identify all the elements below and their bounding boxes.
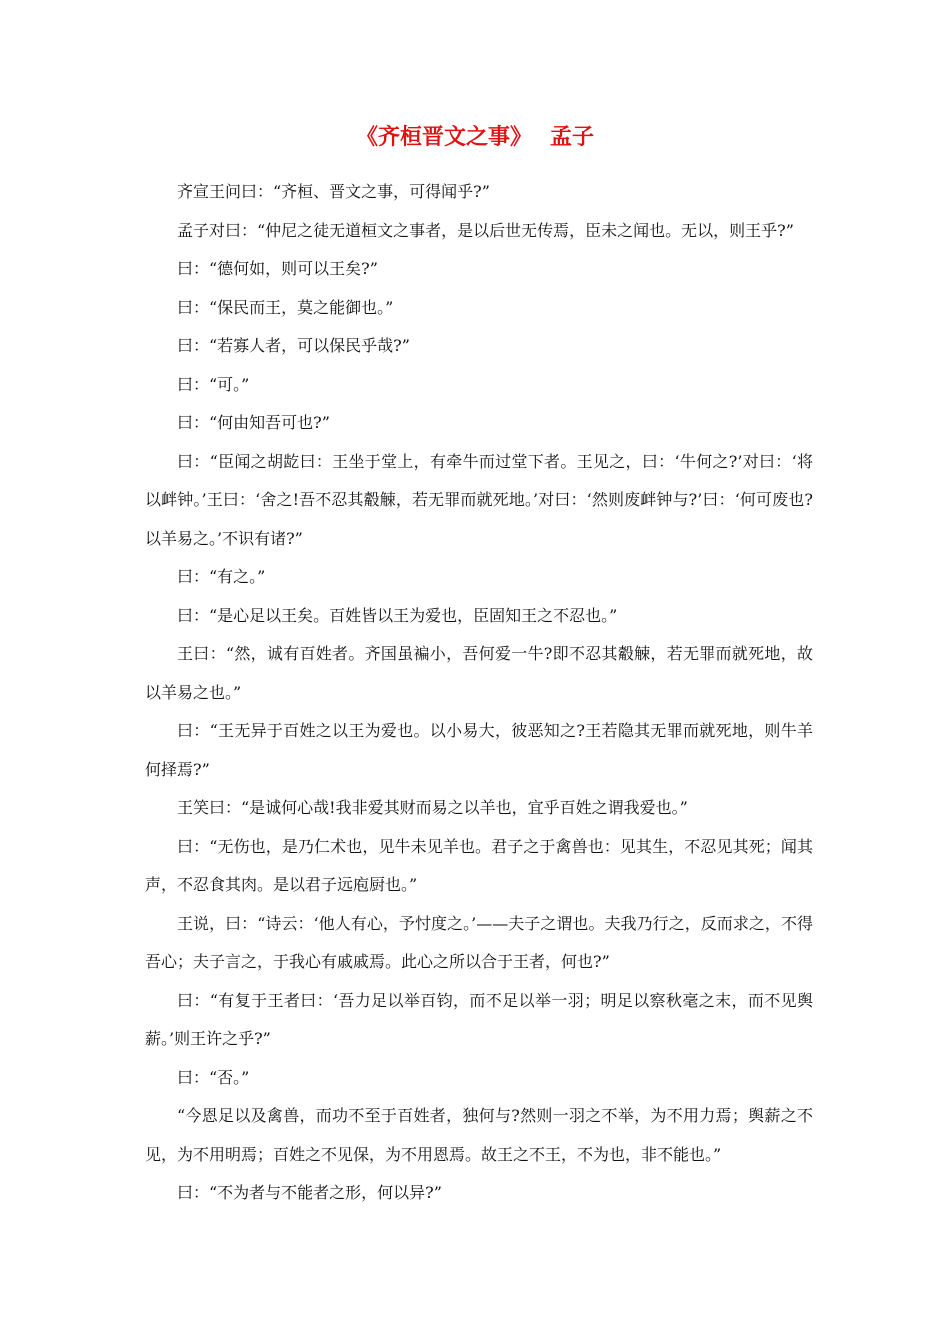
paragraph: 王说，曰：“诗云：‘他人有心，予忖度之。’——夫子之谓也。夫我乃行之，反而求之，不得吾心；夫子言之，于我心有戚戚焉。此心之所以合于王者，何也?” <box>145 913 813 971</box>
paragraph: 曰：“有之。” <box>177 567 266 586</box>
paragraph: “今恩足以及禽兽，而功不至于百姓者，独何与?然则一羽之不举，为不用力焉；舆薪之不见，为不用明焉；百姓之不见保，为不用恩焉。故王之不王，不为也，非不能也。” <box>145 1106 813 1164</box>
title-work: 《齐桓晋文之事》 <box>355 124 532 150</box>
title-author: 孟子 <box>550 124 595 150</box>
paragraph: 曰：“何由知吾可也?” <box>177 413 330 432</box>
document-body <box>145 173 813 1213</box>
paragraph: 王曰：“然，诚有百姓者。齐国虽褊小，吾何爱一牛?即不忍其觳觫，若无罪而就死地，故以羊易之也。” <box>145 644 813 702</box>
paragraph: 曰：“若寡人者，可以保民乎哉?” <box>177 336 410 355</box>
paragraph: 曰：“有复于王者曰：‘吾力足以举百钧，而不足以举一羽；明足以察秋毫之末，而不见舆薪。’则王许之乎?” <box>145 990 813 1048</box>
paragraph: 曰：“否。” <box>177 1067 250 1087</box>
document-title <box>0 120 950 151</box>
paragraph: 曰：“保民而王，莫之能御也。” <box>177 297 394 317</box>
paragraph: 王笑曰：“是诚何心哉!我非爱其财而易之以羊也，宜乎百姓之谓我爱也。” <box>177 798 688 817</box>
paragraph: 曰：“可。” <box>177 374 250 394</box>
paragraph: 齐宣王问曰：“齐桓、晋文之事，可得闻乎?” <box>177 182 490 201</box>
paragraph: 曰：“王无异于百姓之以王为爱也。以小易大，彼恶知之?王若隐其无罪而就死地，则牛羊何择焉?” <box>145 721 813 779</box>
paragraph: 曰：“无伤也，是乃仁术也，见牛未见羊也。君子之于禽兽也：见其生，不忍见其死；闻其声，不忍食其肉。是以君子远庖厨也。” <box>145 836 813 894</box>
paragraph: 孟子对曰：“仲尼之徒无道桓文之事者，是以后世无传焉，臣未之闻也。无以，则王乎?” <box>177 220 794 240</box>
paragraph: 曰：“德何如，则可以王矣?” <box>177 259 378 278</box>
paragraph: 曰：“是心足以王矣。百姓皆以王为爱也，臣固知王之不忍也。” <box>177 605 618 625</box>
paragraph: 曰：“臣闻之胡龁曰：王坐于堂上，有牵牛而过堂下者。王见之，曰：‘牛何之?’对曰：‘将以衅钟。’王曰：‘舍之!吾不忍其觳觫，若无罪而就死地。’对曰：‘然则废衅钟与?’曰：‘何可废也?以羊易之。’不识有诸?” <box>145 451 813 548</box>
paragraph: 曰：“不为者与不能者之形，何以异?” <box>177 1183 442 1202</box>
